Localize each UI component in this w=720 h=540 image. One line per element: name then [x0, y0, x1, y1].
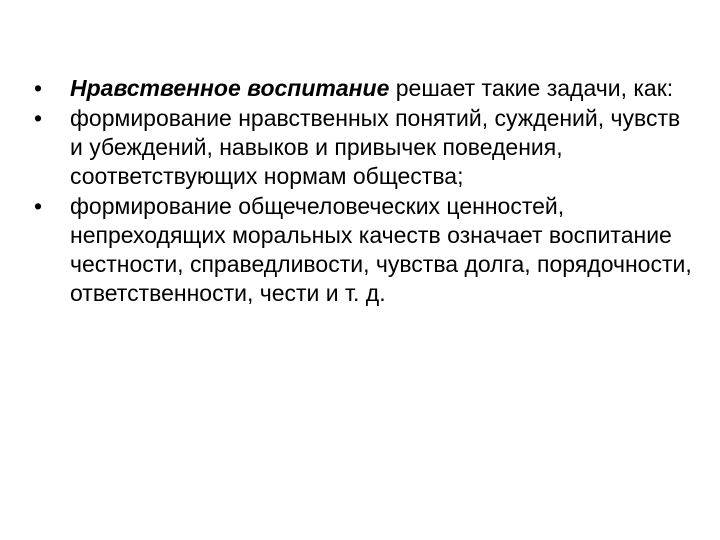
bullet-list: [30, 74, 698, 309]
bullet-text: формирование общечеловеческих ценностей, непреходящих моральных качеств означает воспитание честности, справедливости, чувства долга, порядочности, ответственности, чести и т. д.: [70, 193, 692, 306]
bullet-item-3: [30, 192, 698, 308]
bullet-icon: •: [34, 75, 43, 101]
bullet-item-2: [30, 104, 698, 191]
bullet-item-1: [30, 74, 698, 103]
emphasized-term: Нравственное воспитание: [70, 75, 390, 101]
bullet-icon: •: [34, 105, 43, 131]
bullet-text: формирование нравственных понятий, суждений, чувств и убеждений, навыков и привычек поведения, соответствующих нормам общества;: [70, 105, 681, 189]
bullet-text: решает такие задачи, как:: [389, 75, 674, 101]
bullet-icon: •: [34, 193, 43, 219]
